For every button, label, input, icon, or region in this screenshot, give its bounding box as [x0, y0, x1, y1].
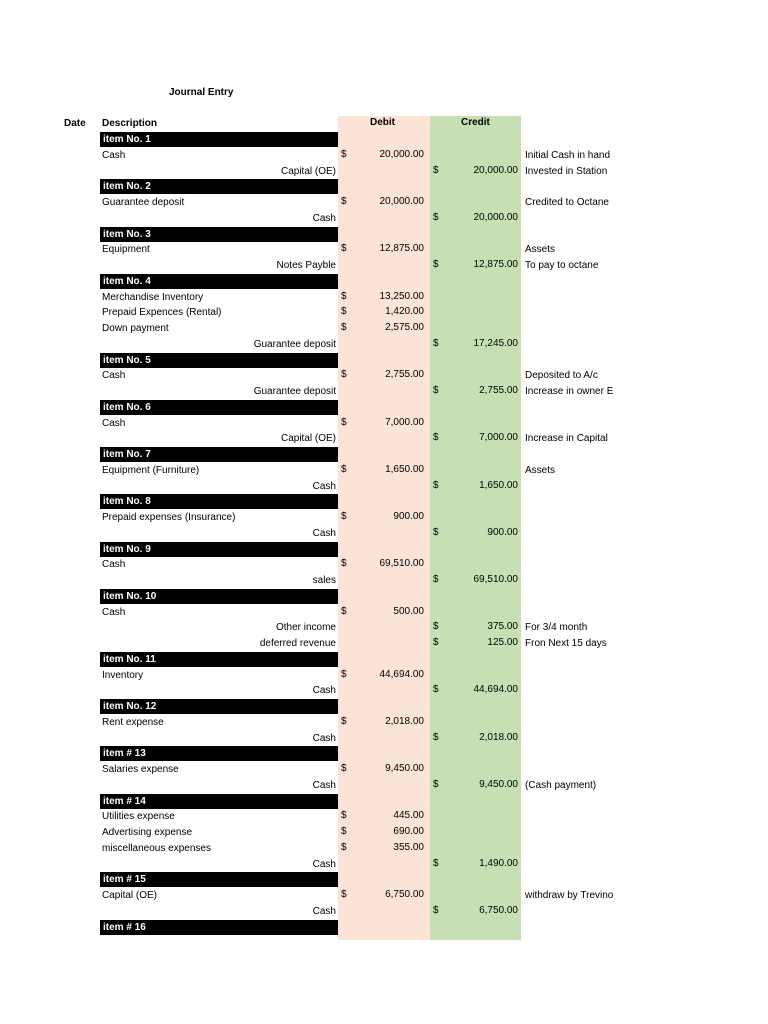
- credit-amount: 69,510.00: [473, 574, 518, 585]
- debit-account-name: Cash: [102, 370, 126, 382]
- item-header-bar: item No. 7: [100, 447, 338, 462]
- credit-amount: 2,755.00: [479, 385, 518, 396]
- credit-currency-symbol: $: [433, 385, 439, 396]
- debit-currency-symbol: $: [341, 148, 347, 160]
- description-column-header: Description: [102, 118, 158, 129]
- credit-amount: 17,245.00: [473, 337, 518, 349]
- debit-amount: 12,875.00: [379, 243, 424, 255]
- credit-currency-symbol: $: [433, 637, 439, 648]
- debit-account-name: Cash: [102, 417, 126, 429]
- credit-currency-symbol: $: [433, 621, 439, 633]
- item-header-bar: item No. 6: [100, 400, 338, 415]
- credit-account-name: Cash: [312, 685, 336, 697]
- item-header-bar: item # 14: [100, 794, 338, 809]
- debit-amount: 2,018.00: [385, 715, 424, 727]
- credit-currency-symbol: $: [433, 684, 439, 696]
- credit-currency-symbol: $: [433, 337, 439, 349]
- row-note: Assets: [525, 464, 556, 476]
- debit-currency-symbol: $: [341, 826, 347, 837]
- credit-amount: 900.00: [487, 526, 518, 538]
- debit-account-name: Merchandise Inventory: [102, 291, 204, 303]
- debit-currency-symbol: $: [341, 605, 347, 617]
- item-header-bar: item No. 11: [100, 652, 338, 667]
- debit-currency-symbol: $: [341, 306, 347, 318]
- debit-account-name: Equipment: [102, 244, 150, 256]
- debit-amount: 7,000.00: [385, 416, 424, 428]
- credit-amount: 20,000.00: [473, 164, 518, 176]
- credit-currency-symbol: $: [433, 904, 439, 916]
- credit-currency-symbol: $: [433, 164, 439, 176]
- debit-amount: 20,000.00: [379, 148, 424, 160]
- credit-amount: 44,694.00: [473, 684, 518, 696]
- debit-amount: 445.00: [393, 810, 424, 822]
- debit-currency-symbol: $: [341, 511, 347, 522]
- debit-currency-symbol: $: [341, 463, 347, 475]
- debit-account-name: Equipment (Furniture): [102, 464, 200, 476]
- credit-currency-symbol: $: [433, 211, 439, 223]
- item-header-bar: item No. 3: [100, 227, 338, 242]
- row-note: Deposited to A/c: [525, 370, 598, 382]
- row-note: (Cash payment): [525, 779, 597, 791]
- credit-currency-symbol: $: [433, 857, 439, 869]
- debit-currency-symbol: $: [341, 841, 347, 853]
- debit-amount: 500.00: [393, 605, 424, 617]
- credit-currency-symbol: $: [433, 479, 439, 491]
- debit-currency-symbol: $: [341, 290, 347, 302]
- debit-currency-symbol: $: [341, 889, 347, 900]
- row-note: Assets: [525, 244, 556, 256]
- credit-account-name: Cash: [312, 779, 336, 791]
- debit-amount: 355.00: [393, 841, 424, 853]
- credit-amount: 9,450.00: [479, 778, 518, 790]
- debit-account-name: Advertising expense: [102, 827, 193, 838]
- credit-account-name: Guarantee deposit: [253, 386, 336, 397]
- debit-amount: 2,755.00: [385, 369, 424, 381]
- row-note: Fron Next 15 days: [525, 638, 607, 649]
- debit-account-name: Down payment: [102, 323, 169, 334]
- credit-currency-symbol: $: [433, 526, 439, 538]
- credit-column-header: Credit: [461, 117, 490, 128]
- credit-account-name: Cash: [312, 858, 336, 870]
- row-note: Invested in Station: [525, 165, 608, 177]
- debit-currency-symbol: $: [341, 196, 347, 207]
- debit-account-name: Salaries expense: [102, 764, 179, 775]
- item-header-bar: item No. 1: [100, 132, 338, 147]
- credit-currency-symbol: $: [433, 731, 439, 743]
- debit-amount: 2,575.00: [385, 322, 424, 333]
- row-note: To pay to octane: [525, 260, 599, 271]
- debit-amount: 1,650.00: [385, 463, 424, 475]
- row-note: Initial Cash in hand: [525, 149, 611, 161]
- debit-currency-symbol: $: [341, 369, 347, 381]
- credit-account-name: Cash: [312, 527, 336, 539]
- credit-amount: 125.00: [487, 637, 518, 648]
- debit-amount: 13,250.00: [379, 290, 424, 302]
- debit-account-name: Prepaid expenses (Insurance): [102, 512, 236, 523]
- credit-account-name: deferred revenue: [259, 638, 336, 649]
- date-column-header: Date: [64, 118, 86, 129]
- credit-amount: 1,650.00: [479, 479, 518, 491]
- credit-amount: 12,875.00: [473, 259, 518, 270]
- credit-amount: 7,000.00: [479, 432, 518, 444]
- page-title: Journal Entry: [169, 87, 234, 98]
- row-note: Increase in Capital: [525, 433, 608, 445]
- credit-account-name: Guarantee deposit: [253, 338, 336, 350]
- credit-account-name: Capital (OE): [280, 165, 336, 177]
- debit-column-header: Debit: [370, 117, 395, 128]
- debit-currency-symbol: $: [341, 243, 347, 255]
- debit-amount: 1,420.00: [385, 306, 424, 318]
- credit-currency-symbol: $: [433, 259, 439, 270]
- row-note: Increase in owner E: [525, 386, 614, 397]
- debit-currency-symbol: $: [341, 322, 347, 333]
- item-header-bar: item No. 12: [100, 699, 338, 714]
- debit-amount: 69,510.00: [379, 558, 424, 570]
- debit-currency-symbol: $: [341, 715, 347, 727]
- credit-account-name: Notes Payble: [276, 260, 336, 271]
- credit-amount: 20,000.00: [473, 211, 518, 223]
- debit-account-name: Prepaid Expences (Rental): [102, 307, 222, 319]
- row-note: For 3/4 month: [525, 622, 588, 634]
- debit-currency-symbol: $: [341, 416, 347, 428]
- debit-account-name: Capital (OE): [102, 890, 158, 901]
- debit-amount: 20,000.00: [379, 196, 424, 207]
- debit-account-name: Cash: [102, 149, 126, 161]
- credit-account-name: Cash: [312, 905, 336, 917]
- debit-account-name: miscellaneous expenses: [102, 842, 211, 854]
- debit-account-name: Inventory: [102, 669, 144, 681]
- credit-currency-symbol: $: [433, 778, 439, 790]
- credit-amount: 6,750.00: [479, 904, 518, 916]
- debit-currency-symbol: $: [341, 763, 347, 774]
- credit-account-name: Cash: [312, 732, 336, 744]
- debit-amount: 900.00: [393, 511, 424, 522]
- debit-currency-symbol: $: [341, 558, 347, 570]
- debit-amount: 9,450.00: [385, 763, 424, 774]
- debit-currency-symbol: $: [341, 810, 347, 822]
- credit-account-name: Cash: [312, 212, 336, 224]
- credit-amount: 1,490.00: [479, 857, 518, 869]
- item-header-bar: item # 16: [100, 920, 338, 935]
- debit-account-name: Cash: [102, 559, 126, 571]
- debit-amount: 6,750.00: [385, 889, 424, 900]
- debit-amount: 690.00: [393, 826, 424, 837]
- item-header-bar: item # 15: [100, 872, 338, 887]
- item-header-bar: item No. 4: [100, 274, 338, 289]
- debit-account-name: Cash: [102, 606, 126, 618]
- item-header-bar: item # 13: [100, 746, 338, 761]
- debit-account-name: Rent expense: [102, 716, 164, 728]
- item-header-bar: item No. 10: [100, 589, 338, 604]
- debit-currency-symbol: $: [341, 668, 347, 680]
- row-note: Credited to Octane: [525, 197, 609, 208]
- credit-currency-symbol: $: [433, 574, 439, 585]
- credit-account-name: Capital (OE): [280, 433, 336, 445]
- credit-account-name: sales: [312, 575, 336, 586]
- item-header-bar: item No. 8: [100, 494, 338, 509]
- credit-account-name: Cash: [312, 480, 336, 492]
- credit-account-name: Other income: [275, 622, 336, 634]
- item-header-bar: item No. 9: [100, 542, 338, 557]
- row-note: withdraw by Trevino: [525, 890, 614, 901]
- debit-amount: 44,694.00: [379, 668, 424, 680]
- item-header-bar: item No. 2: [100, 179, 338, 194]
- credit-amount: 375.00: [487, 621, 518, 633]
- credit-amount: 2,018.00: [479, 731, 518, 743]
- item-header-bar: item No. 5: [100, 353, 338, 368]
- debit-account-name: Utilities expense: [102, 811, 175, 823]
- credit-currency-symbol: $: [433, 432, 439, 444]
- debit-account-name: Guarantee deposit: [102, 197, 185, 208]
